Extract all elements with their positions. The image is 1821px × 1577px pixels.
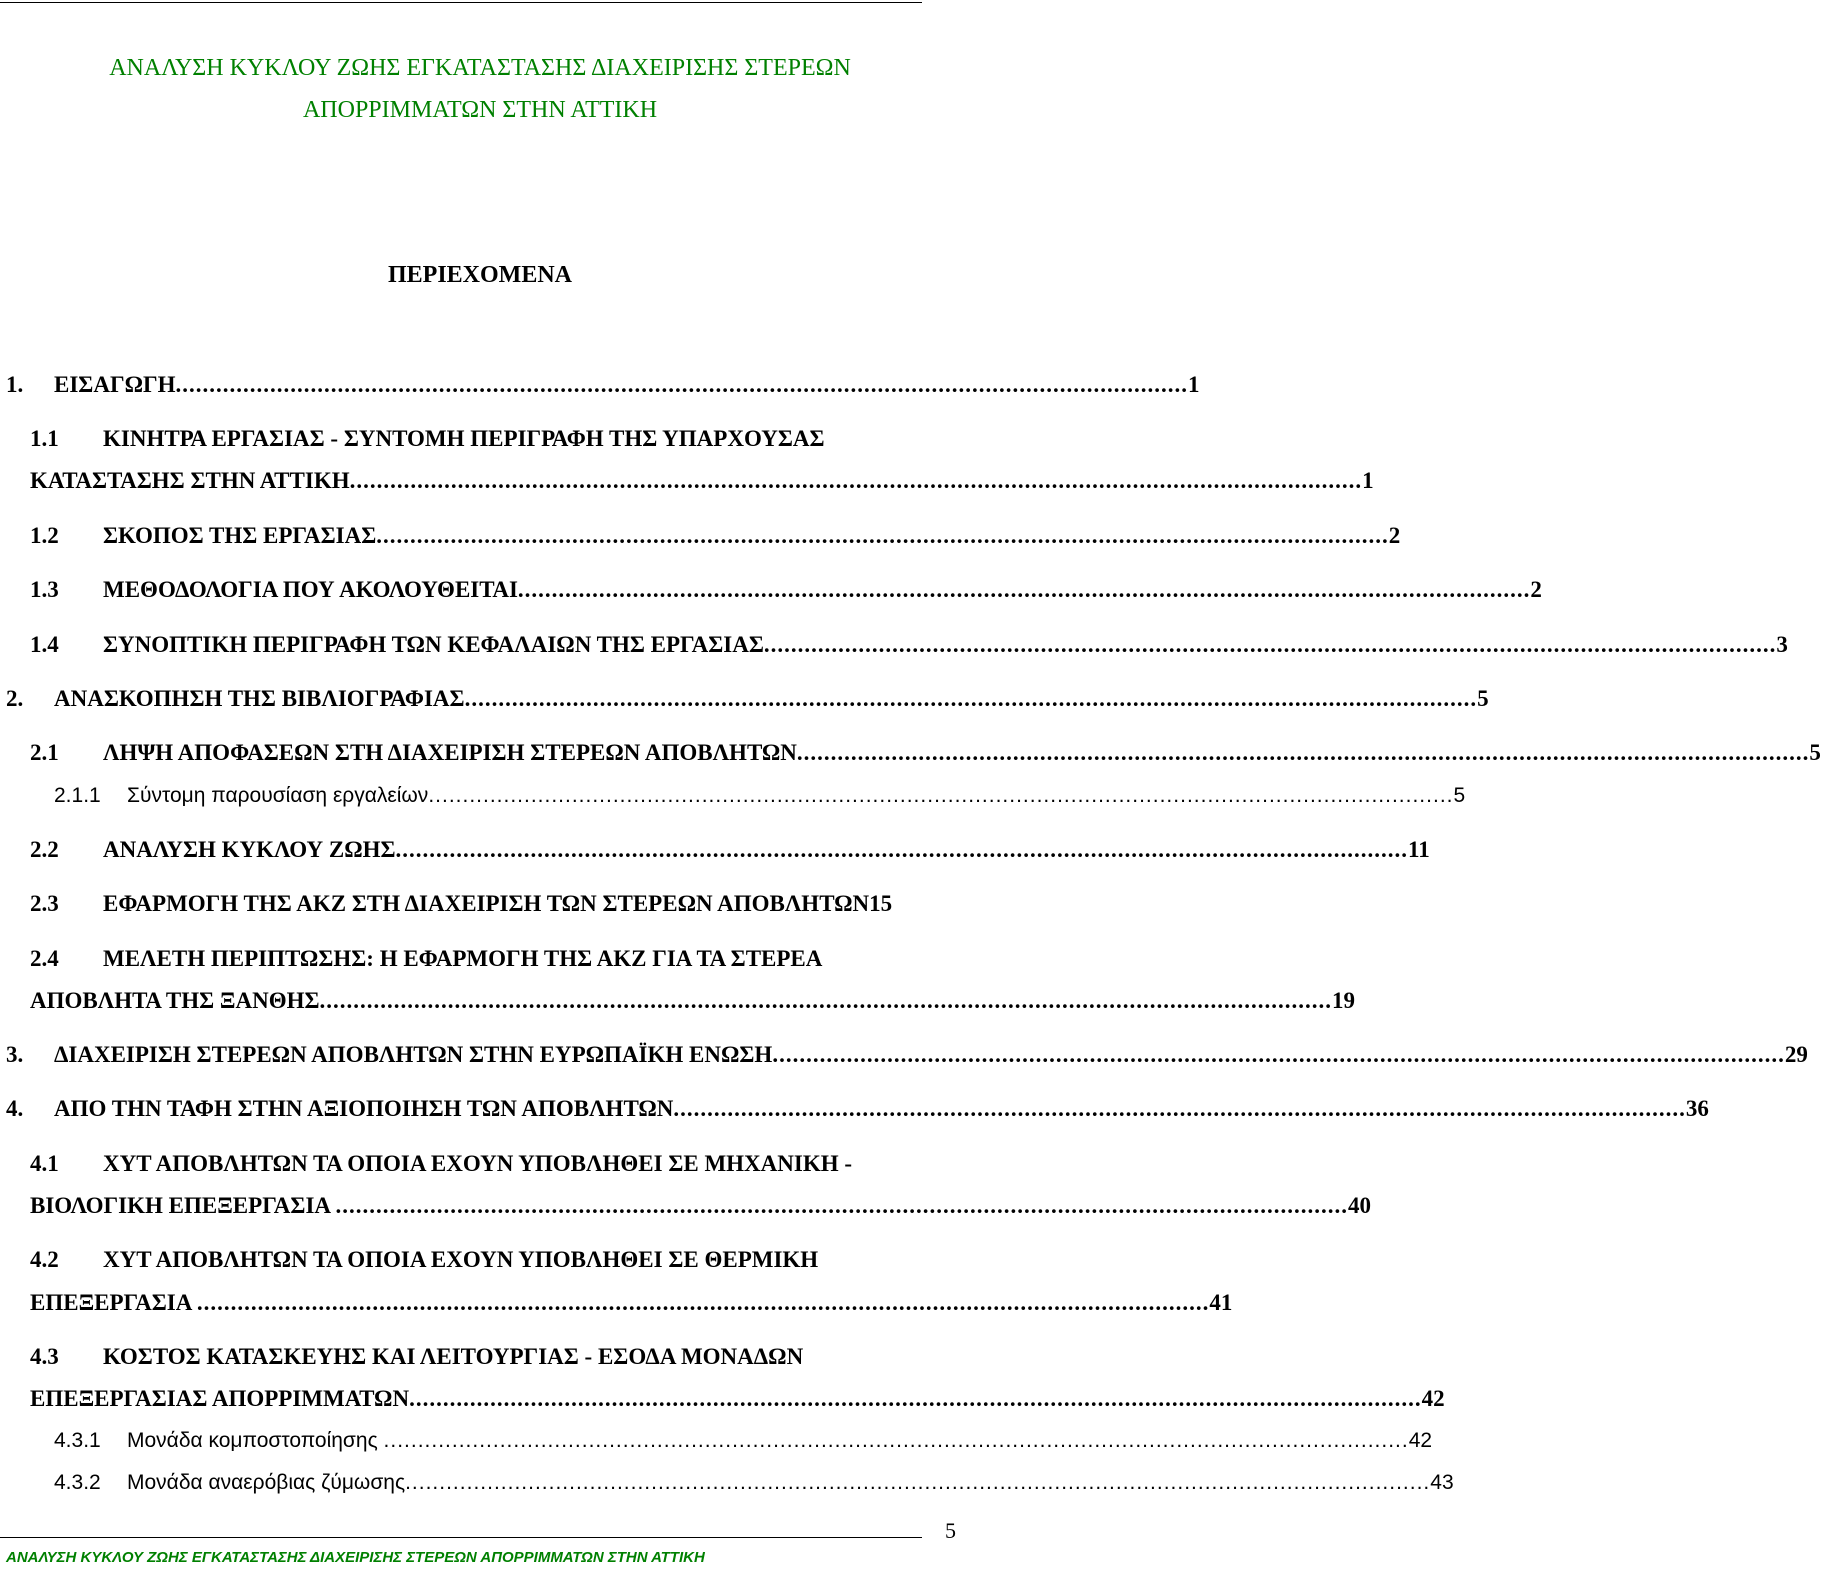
toc-entry-label: ΕΦΑΡΜΟΓΗ ΤΗΣ ΑΚΖ ΣΤΗ ΔΙΑΧΕΙΡΙΣΗ ΤΩΝ ΣΤΕΡΕΩΝ ΑΠΟΒΛΗΤΩΝ15 [103, 891, 893, 916]
toc-entry-leader-dots: ...................................................................................................................................................... [763, 632, 1777, 657]
toc-entry-leader-dots: ...................................................................................................................................................... [383, 1429, 1409, 1452]
toc-entry-page: 2 [1388, 523, 1401, 548]
toc-entry-number: 2.3 [30, 891, 59, 916]
toc-entry-page: 5 [1809, 740, 1821, 765]
toc-entry-number: 2.1.1 [54, 784, 101, 807]
toc-entry-leader-dots: ...................................................................................................................................................... [335, 1193, 1348, 1218]
toc-entry-page: 42 [1421, 1386, 1445, 1411]
toc-entry-page: 41 [1209, 1290, 1233, 1315]
toc-entry-page: 1 [1362, 468, 1374, 493]
toc-entry [0, 1191, 1371, 1221]
toc-entry-label: Σύντομη παρουσίαση εργαλείων [127, 784, 429, 807]
toc-entry [0, 986, 1356, 1016]
toc-entry [0, 575, 1542, 605]
toc-entry-label: ΔΙΑΧΕΙΡΙΣΗ ΣΤΕΡΕΩΝ ΑΠΟΒΛΗΤΩΝ ΣΤΗΝ ΕΥΡΩΠΑΪΚΗ ΕΝΩΣΗ [54, 1042, 773, 1067]
toc-entry [0, 424, 960, 454]
toc-entry-number: 2.2 [30, 837, 59, 862]
toc-entry [0, 781, 1466, 811]
toc-entry-page: 11 [1408, 837, 1430, 862]
toc-entry-number: 4.1 [30, 1151, 59, 1176]
toc-entry-label: ΚΟΣΤΟΣ ΚΑΤΑΣΚΕΥΗΣ ΚΑΙ ΛΕΙΤΟΥΡΓΙΑΣ - ΕΣΟΔΑ ΜΟΝΑΔΩΝ [103, 1344, 804, 1369]
toc-entry-label: ΚΑΤΑΣΤΑΣΗΣ ΣΤΗΝ ΑΤΤΙΚΗ [30, 468, 350, 493]
toc-entry-leader-dots: ...................................................................................................................................................... [772, 1042, 1785, 1067]
toc-entry-number: 1.1 [30, 426, 59, 451]
toc-entry-leader-dots: ...................................................................................................................................................... [376, 523, 1389, 548]
toc-entry-leader-dots: ...................................................................................................................................................... [395, 837, 1409, 862]
toc-entry [0, 889, 960, 919]
toc-entry-number: 1.4 [30, 632, 59, 657]
toc-entry-page: 2 [1530, 577, 1542, 602]
toc-entry-label: ΒΙΟΛΟΓΙΚΗ ΕΠΕΞΕΡΓΑΣΙΑ [30, 1193, 336, 1218]
page-number: 5 [945, 1518, 956, 1543]
toc-entry-number: 4.3.1 [54, 1429, 101, 1452]
toc-entry-page: 36 [1685, 1096, 1709, 1121]
toc-entry-label: ΑΠΟ ΤΗΝ ΤΑΦΗ ΣΤΗΝ ΑΞΙΟΠΟΙΗΣΗ ΤΩΝ ΑΠΟΒΛΗΤΩΝ [54, 1096, 674, 1121]
document-title-line-1: ΑΝΑΛΥΣΗ ΚΥΚΛΟΥ ΖΩΗΣ ΕΓΚΑΤΑΣΤΑΣΗΣ ΔΙΑΧΕΙΡΙΣΗΣ ΣΤΕΡΕΩΝ [109, 55, 851, 81]
document-title-line-2: ΑΠΟΡΡΙΜΜΑΤΩΝ ΣΤΗΝ ΑΤΤΙΚΗ [302, 97, 658, 123]
running-footer: ΑΝΑΛΥΣΗ ΚΥΚΛΟΥ ΖΩΗΣ ΕΓΚΑΤΑΣΤΑΣΗΣ ΔΙΑΧΕΙΡΙΣΗΣ ΣΤΕΡΕΩΝ ΑΠΟΡΡΙΜΜΑΤΩΝ ΣΤΗΝ ΑΤΤΙΚΗ [6, 1549, 705, 1566]
toc-entry-page: 29 [1784, 1042, 1808, 1067]
toc-entry [0, 738, 1821, 768]
toc-entry-label: ΚΙΝΗΤΡΑ ΕΡΓΑΣΙΑΣ - ΣΥΝΤΟΜΗ ΠΕΡΙΓΡΑΦΗ ΤΗΣ ΥΠΑΡΧΟΥΣΑΣ [103, 426, 825, 451]
toc-entry-page: 1 [1188, 372, 1200, 397]
toc-entry-leader-dots: ...................................................................................................................................................... [428, 784, 1454, 807]
toc-entry-page: 5 [1477, 686, 1489, 711]
footer-rule [0, 1537, 922, 1538]
toc-entry-page: 42 [1408, 1429, 1433, 1452]
toc-entry-number: 3. [6, 1042, 24, 1067]
toc-entry-number: 2. [6, 686, 24, 711]
toc-entry-number: 4.2 [30, 1247, 59, 1272]
toc-entry-leader-dots: ...................................................................................................................................................... [405, 1471, 1431, 1494]
toc-entry-label: ΜΕΛΕΤΗ ΠΕΡΙΠΤΩΣΗΣ: Η ΕΦΑΡΜΟΓΗ ΤΗΣ ΑΚΖ ΓΙΑ ΤΑ ΣΤΕΡΕΑ [103, 946, 823, 971]
toc-entry-number: 1.2 [30, 523, 59, 548]
toc-entry-label: ΧΥΤ ΑΠΟΒΛΗΤΩΝ ΤΑ ΟΠΟΙΑ ΕΧΟΥΝ ΥΠΟΒΛΗΘΕΙ ΣΕ ΘΕΡΜΙΚΗ [103, 1247, 819, 1272]
toc-entry-number: 1. [6, 372, 24, 397]
toc-entry-leader-dots: ...................................................................................................................................................... [409, 1386, 1422, 1411]
toc-entry [0, 466, 1374, 496]
toc-entry-label: ΜΕΘΟΔΟΛΟΓΙΑ ΠΟΥ ΑΚΟΛΟΥΘΕΙΤΑΙ [103, 577, 518, 602]
toc-entry [0, 835, 1430, 865]
toc-entry-page: 3 [1776, 632, 1788, 657]
toc-entry-leader-dots: ...................................................................................................................................................... [175, 372, 1189, 397]
toc-entry [0, 1094, 1709, 1124]
toc-entry [0, 1384, 1445, 1414]
toc-entry [0, 684, 1489, 714]
top-rule [0, 2, 922, 3]
toc-entry-number: 1.3 [30, 577, 59, 602]
toc-entry-page: 40 [1347, 1193, 1371, 1218]
contents-heading: ΠΕΡΙΕΧΟΜΕΝΑ [387, 262, 572, 288]
toc-entry [0, 370, 1200, 400]
toc-entry-leader-dots: ...................................................................................................................................................... [464, 686, 1478, 711]
toc-entry-label: ΣΥΝΟΠΤΙΚΗ ΠΕΡΙΓΡΑΦΗ ΤΩΝ ΚΕΦΑΛΑΙΩΝ ΤΗΣ ΕΡΓΑΣΙΑΣ [103, 632, 764, 657]
toc-entry-number: 2.1 [30, 740, 59, 765]
toc-entry-label: Μονάδα κομποστοποίησης [127, 1429, 384, 1452]
toc-entry-label: ΑΝΑΣΚΟΠΗΣΗ ΤΗΣ ΒΙΒΛΙΟΓΡΑΦΙΑΣ [54, 686, 465, 711]
toc-entry-number: 4.3.2 [54, 1471, 101, 1494]
toc-entry-leader-dots: ...................................................................................................................................................... [673, 1096, 1686, 1121]
toc-entry-leader-dots: ...................................................................................................................................................... [196, 1290, 1210, 1315]
toc-entry [0, 1288, 1233, 1318]
toc-entry-page: 43 [1430, 1471, 1454, 1494]
toc-entry [0, 630, 1788, 660]
toc-entry [0, 1040, 1808, 1070]
toc-entry-label: ΕΙΣΑΓΩΓΗ [54, 372, 176, 397]
toc-entry-leader-dots: ...................................................................................................................................................... [796, 740, 1810, 765]
toc-entry-label: ΣΚΟΠΟΣ ΤΗΣ ΕΡΓΑΣΙΑΣ [103, 523, 377, 548]
toc-entry-page: 5 [1453, 784, 1466, 807]
toc-entry [0, 1245, 960, 1275]
toc-entry-leader-dots: ...................................................................................................................................................... [517, 577, 1531, 602]
toc-entry [0, 944, 960, 974]
toc-entry-label: ΧΥΤ ΑΠΟΒΛΗΤΩΝ ΤΑ ΟΠΟΙΑ ΕΧΟΥΝ ΥΠΟΒΛΗΘΕΙ ΣΕ ΜΗΧΑΝΙΚΗ - [103, 1151, 853, 1176]
toc-entry-label: ΕΠΕΞΕΡΓΑΣΙΑ [30, 1290, 197, 1315]
toc-entry-leader-dots: ...................................................................................................................................................... [349, 468, 1363, 493]
toc-entry-number: 2.4 [30, 946, 59, 971]
toc-entry [0, 521, 1401, 551]
toc-entry-label: ΛΗΨΗ ΑΠΟΦΑΣΕΩΝ ΣΤΗ ΔΙΑΧΕΙΡΙΣΗ ΣΤΕΡΕΩΝ ΑΠΟΒΛΗΤΩΝ [103, 740, 797, 765]
toc-entry [0, 1149, 960, 1179]
toc-entry [0, 1426, 1433, 1456]
toc-entry-number: 4. [6, 1096, 24, 1121]
toc-entry-number: 4.3 [30, 1344, 59, 1369]
toc-entry-label: ΑΠΟΒΛΗΤΑ ΤΗΣ ΞΑΝΘΗΣ [30, 988, 320, 1013]
toc-entry-leader-dots: ...................................................................................................................................................... [319, 988, 1333, 1013]
toc-entry-label: Μονάδα αναερόβιας ζύμωσης [127, 1471, 406, 1494]
toc-entry [0, 1342, 960, 1372]
toc-entry-label: ΕΠΕΞΕΡΓΑΣΙΑΣ ΑΠΟΡΡΙΜΜΑΤΩΝ [30, 1386, 410, 1411]
toc-entry [0, 1468, 1454, 1498]
toc-entry-page: 19 [1332, 988, 1356, 1013]
toc-entry-label: ΑΝΑΛΥΣΗ ΚΥΚΛΟΥ ΖΩΗΣ [103, 837, 396, 862]
